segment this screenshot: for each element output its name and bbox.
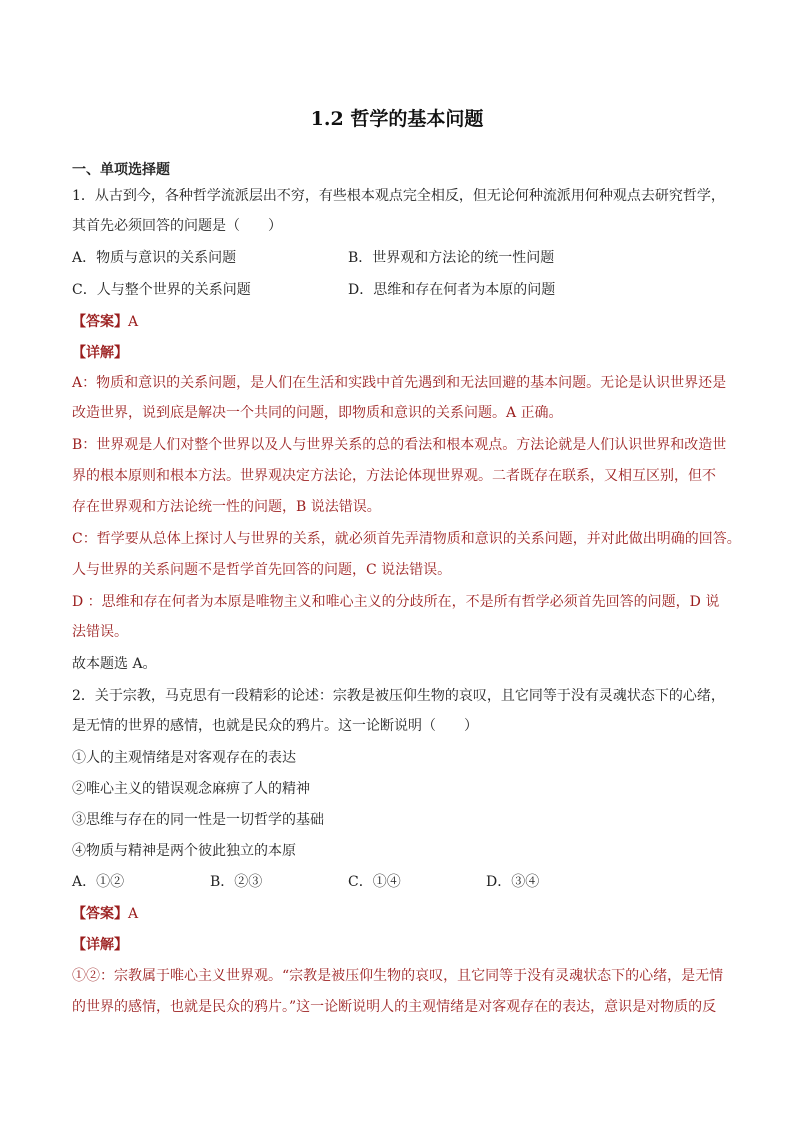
question-1-stem-line-2: 其首先必须回答的问题是（ ） <box>72 218 282 234</box>
answer-label: 【答案】 <box>72 906 128 922</box>
explanation-line: 的世界的感情，也就是民众的鸦片。”这一论断说明人的主观情绪是对客观存在的表达，意识是对物质的反 <box>72 999 717 1015</box>
page-title: 1.2 哲学的基本问题 <box>310 108 484 130</box>
explanation-line: C：哲学要从总体上探讨人与世界的关系，就必须首先弄清物质和意识的关系问题，并对此做出明确的回答。 <box>72 531 741 547</box>
question-1-detail-label: 【详解】 <box>72 345 128 361</box>
question-1-conclusion: 故本题选 A。 <box>72 656 157 672</box>
question-2-item: ②唯心主义的错误观念麻痹了人的精神 <box>72 781 310 797</box>
explanation-line: B：世界观是人们对整个世界以及人与世界关系的总的看法和根本观点。方法论就是人们认识世界和改造世 <box>72 437 727 453</box>
question-2-option-c: C．①④ <box>348 874 401 890</box>
answer-label: 【答案】 <box>72 314 128 330</box>
question-2-detail-label: 【详解】 <box>72 937 128 953</box>
explanation-line: 人与世界的关系问题不是哲学首先回答的问题，C 说法错误。 <box>72 562 452 578</box>
question-2-item: ①人的主观情绪是对客观存在的表达 <box>72 750 296 766</box>
question-2-item: ③思维与存在的同一性是一切哲学的基础 <box>72 812 324 828</box>
question-2-answer <box>72 904 138 924</box>
answer-value: A <box>128 906 139 922</box>
question-2-option-b: B．②③ <box>210 874 263 890</box>
question-1-option-a: A．物质与意识的关系问题 <box>72 250 237 266</box>
question-2-item: ④物质与精神是两个彼此独立的本原 <box>72 843 296 859</box>
explanation-line: D ：思维和存在何者为本原是唯物主义和唯心主义的分歧所在，不是所有哲学必须首先回答的问题，D 说 <box>72 594 720 610</box>
question-2-option-d: D．③④ <box>486 874 540 890</box>
question-1-stem-line-1: 1．从古到今，各种哲学流派层出不穷，有些根本观点完全相反，但无论何种流派用何种观点去研究哲学， <box>72 188 725 204</box>
question-2-stem-line-1: 2．关于宗教，马克思有一段精彩的论述：宗教是被压仰生物的哀叹，且它同等于没有灵魂状态下的心绪， <box>72 688 725 704</box>
question-1-option-d: D．思维和存在何者为本原的问题 <box>348 282 556 298</box>
question-1-option-c: C．人与整个世界的关系问题 <box>72 282 251 298</box>
section-heading: 一、单项选择题 <box>72 162 170 178</box>
explanation-line: A：物质和意识的关系问题，是人们在生活和实践中首先遇到和无法回避的基本问题。无论是认识世界还是 <box>72 375 727 391</box>
explanation-line: 改造世界，说到底是解决一个共同的问题，即物质和意识的关系问题。A 正确。 <box>72 405 563 421</box>
question-2-option-a: A．①② <box>72 874 125 890</box>
question-2-stem-line-2: 是无情的世界的感情，也就是民众的鸦片。这一论断说明（ ） <box>72 718 478 734</box>
answer-value: A <box>128 314 139 330</box>
explanation-line: 存在世界观和方法论统一性的问题，B 说法错误。 <box>72 499 381 515</box>
explanation-line: 法错误。 <box>72 624 128 640</box>
explanation-line: 界的根本原则和根本方法。世界观决定方法论，方法论体现世界观。二者既存在联系，又相互区别，但不 <box>72 468 716 484</box>
question-1-option-b: B．世界观和方法论的统一性问题 <box>348 250 555 266</box>
explanation-line: ①②：宗教属于唯心主义世界观。“宗教是被压仰生物的哀叹，且它同等于没有灵魂状态下的心绪，是无情 <box>72 968 724 984</box>
question-1-answer <box>72 312 138 332</box>
